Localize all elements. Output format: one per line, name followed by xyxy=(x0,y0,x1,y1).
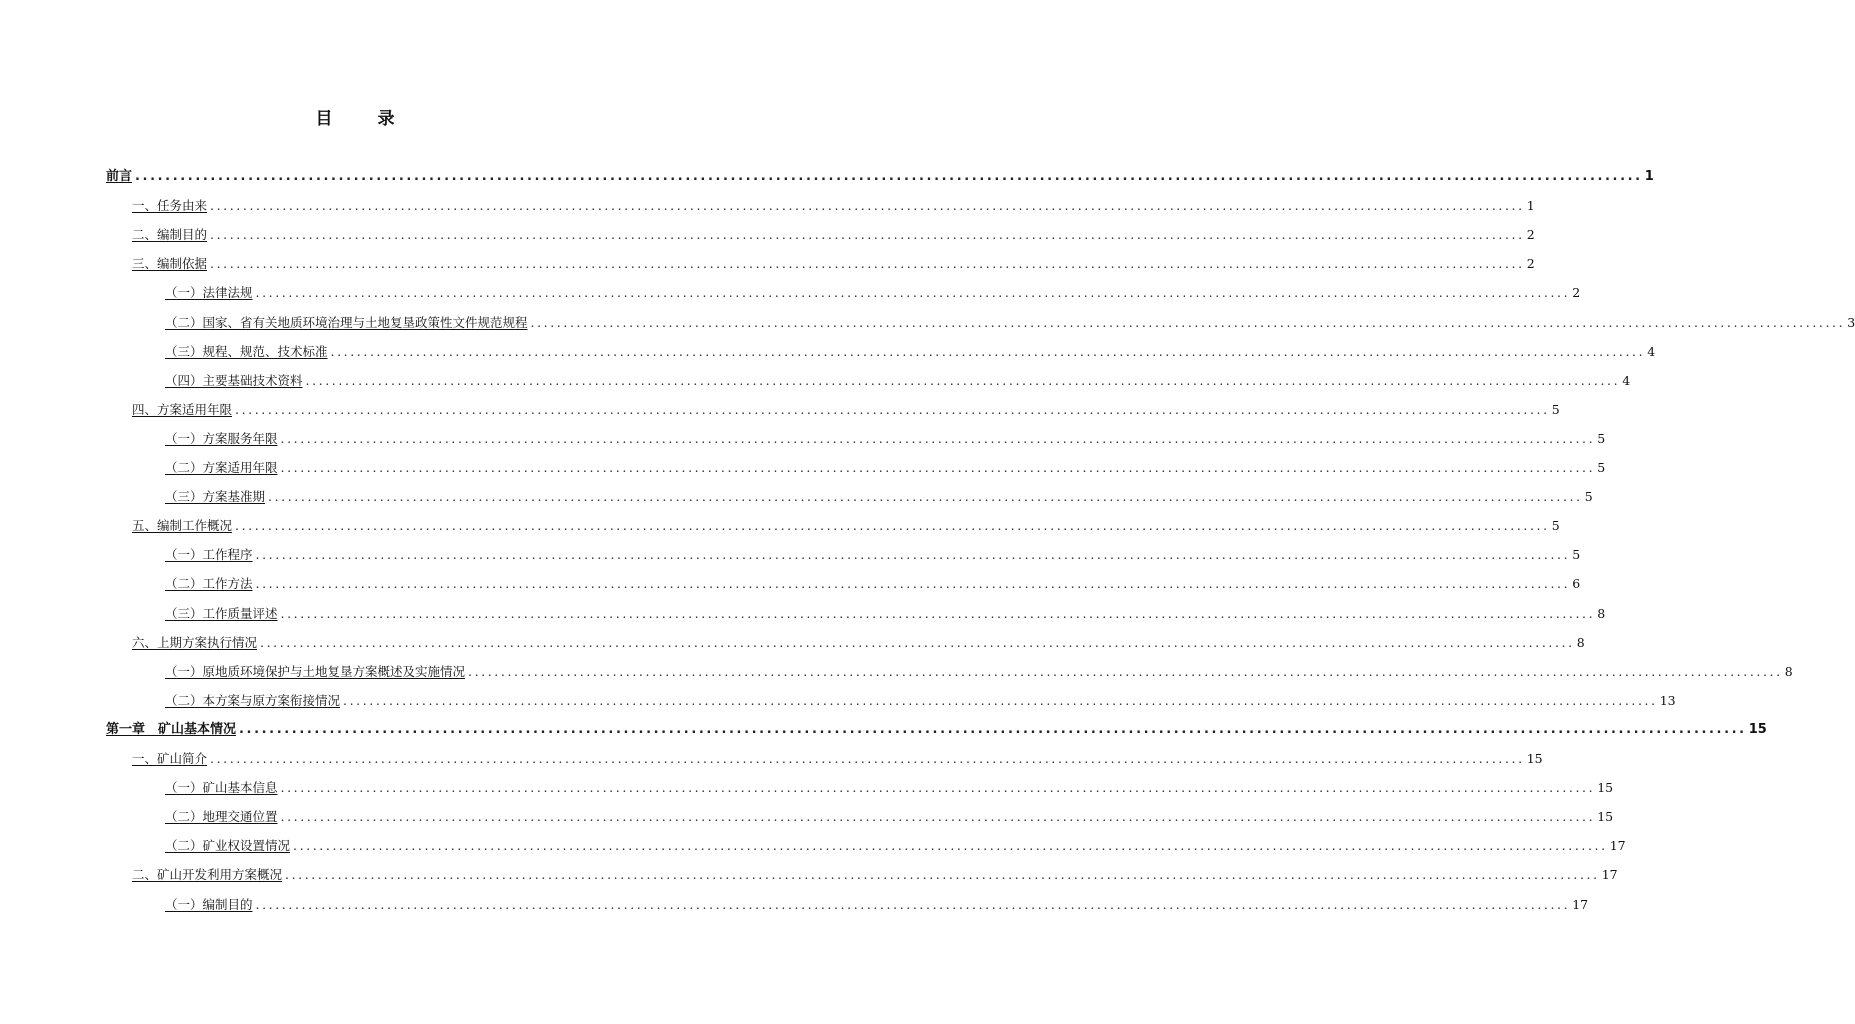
toc-entry-label[interactable]: 一、矿山简介 xyxy=(132,751,208,766)
toc-page-number: 15 xyxy=(1526,751,1543,766)
toc-entry-label[interactable]: （一）方案服务年限 xyxy=(165,430,278,446)
toc-leader-dots: ........................................................................................................................................................................................................ xyxy=(280,430,1596,446)
toc-page-number: 17 xyxy=(1601,867,1618,883)
toc-page-number: 15 xyxy=(1597,780,1614,796)
toc-leader-dots: ........................................................................................................................................................................................................ xyxy=(255,576,1571,592)
toc-entry-label[interactable]: 二、编制目的 xyxy=(132,227,208,243)
toc-entry[interactable] xyxy=(132,252,1535,272)
toc-entry[interactable] xyxy=(165,427,1606,447)
toc-entry[interactable] xyxy=(132,747,1543,767)
toc-page-number: 4 xyxy=(1647,343,1656,359)
toc-entry[interactable] xyxy=(165,369,1631,389)
toc-leader-dots: ........................................................................................................................................................................................................ xyxy=(235,518,1550,534)
toc-leader-dots: ........................................................................................................................................................................................................ xyxy=(280,605,1596,621)
toc-leader-dots: ........................................................................................................................................................................................................ xyxy=(210,751,1525,766)
toc-page-number: 5 xyxy=(1551,401,1560,417)
toc-entry-label[interactable]: （二）地理交通位置 xyxy=(165,809,278,825)
toc-entry-label[interactable]: （四）主要基础技术资料 xyxy=(165,372,303,388)
toc-entry-label[interactable]: （一）工作程序 xyxy=(165,547,253,563)
toc-page-number: 4 xyxy=(1622,372,1631,388)
toc-entry-label[interactable]: （二）方案适用年限 xyxy=(165,460,278,475)
toc-entry-label[interactable]: 三、编制依据 xyxy=(132,256,208,272)
toc-entry-label[interactable]: 二、矿山开发利用方案概况 xyxy=(132,867,283,883)
toc-entry-label[interactable]: （三）方案基准期 xyxy=(165,489,266,505)
toc-page-number: 5 xyxy=(1572,547,1581,563)
toc-page-number: 5 xyxy=(1597,460,1606,475)
toc-leader-dots: ........................................................................................................................................................................................................ xyxy=(305,372,1621,388)
toc-page-number: 6 xyxy=(1572,576,1581,592)
toc-page-number: 5 xyxy=(1551,518,1560,534)
toc-leader-dots: ........................................................................................................................................................................................................ xyxy=(280,460,1596,475)
toc-entry[interactable] xyxy=(132,863,1618,883)
toc-page-number: 13 xyxy=(1659,692,1676,708)
toc-entry-label[interactable]: （三）规程、规范、技术标准 xyxy=(165,343,328,359)
toc-entry-label[interactable]: 四、方案适用年限 xyxy=(132,401,233,417)
toc-entry[interactable] xyxy=(132,631,1585,651)
toc-entry[interactable] xyxy=(165,805,1614,825)
toc-leader-dots: ........................................................................................................................................................................................................ xyxy=(255,547,1571,563)
toc-leader-dots: ........................................................................................................................................................................................................ xyxy=(210,227,1525,243)
toc-leader-dots: ........................................................................................................................................................................................................ xyxy=(135,169,1643,184)
toc-page-number: 1 xyxy=(1644,169,1654,184)
toc-entry[interactable] xyxy=(165,311,1855,331)
toc-page-number: 15 xyxy=(1748,721,1767,737)
toc-entry-label[interactable]: 五、编制工作概况 xyxy=(132,518,233,534)
toc-leader-dots: ........................................................................................................................................................................................................ xyxy=(285,867,1600,883)
toc-entry[interactable] xyxy=(165,572,1581,592)
toc-page-number: 17 xyxy=(1572,896,1589,912)
toc-leader-dots: ........................................................................................................................................................................................................ xyxy=(343,692,1658,708)
toc-leader-dots: ........................................................................................................................................................................................................ xyxy=(280,809,1596,825)
toc-entry-label[interactable]: （一）法律法规 xyxy=(165,285,253,301)
toc-leader-dots: ........................................................................................................................................................................................................ xyxy=(235,401,1550,417)
page-title: 目 录 xyxy=(315,109,409,129)
toc-entry[interactable] xyxy=(132,514,1560,534)
toc-entry[interactable] xyxy=(165,543,1581,563)
toc-leader-dots: ........................................................................................................................................................................................................ xyxy=(255,896,1571,912)
toc-leader-dots: ........................................................................................................................................................................................................ xyxy=(293,838,1608,854)
toc-entry[interactable] xyxy=(165,485,1593,505)
toc-entry-label[interactable]: 前言 xyxy=(106,169,133,184)
toc-entry-label[interactable]: 第一章 矿山基本情况 xyxy=(106,721,237,737)
toc-entry-label[interactable]: （一）矿山基本信息 xyxy=(165,780,278,796)
toc-entry[interactable] xyxy=(165,340,1656,360)
toc-leader-dots: ........................................................................................................................................................................................................ xyxy=(239,721,1747,737)
toc-page-number: 15 xyxy=(1597,809,1614,825)
toc-entry[interactable] xyxy=(165,660,1793,680)
toc-page-number: 3 xyxy=(1847,314,1855,330)
toc-leader-dots: ........................................................................................................................................................................................................ xyxy=(260,634,1575,650)
toc-leader-dots: ........................................................................................................................................................................................................ xyxy=(280,780,1596,796)
toc-entry-label[interactable]: 一、任务由来 xyxy=(132,198,208,214)
toc-entry-label[interactable]: （二）工作方法 xyxy=(165,576,253,592)
toc-entry[interactable] xyxy=(132,194,1535,214)
toc-leader-dots: ........................................................................................................................................................................................................ xyxy=(210,256,1525,272)
toc-entry-label[interactable]: （二）国家、省有关地质环境治理与土地复垦政策性文件规范规程 xyxy=(165,314,528,330)
toc-page-number: 8 xyxy=(1576,634,1585,650)
toc-entry-label[interactable]: （一）编制目的 xyxy=(165,896,253,912)
toc-entry[interactable] xyxy=(132,398,1560,418)
toc-leader-dots: ........................................................................................................................................................................................................ xyxy=(468,663,1783,679)
toc-entry[interactable] xyxy=(106,165,1654,185)
toc-leader-dots: ........................................................................................................................................................................................................ xyxy=(255,285,1571,301)
toc-entry[interactable] xyxy=(106,718,1767,738)
toc-entry[interactable] xyxy=(132,223,1535,243)
toc-entry[interactable] xyxy=(165,689,1676,709)
toc-entry-label[interactable]: （二）矿业权设置情况 xyxy=(165,838,291,854)
toc-page-number: 5 xyxy=(1597,430,1606,446)
toc-entry-label[interactable]: （一）原地质环境保护与土地复垦方案概述及实施情况 xyxy=(165,663,466,679)
toc-leader-dots: ........................................................................................................................................................................................................ xyxy=(530,314,1846,330)
toc-page-number: 2 xyxy=(1526,256,1535,272)
toc-page-number: 1 xyxy=(1526,198,1535,214)
toc-entry-label[interactable]: 六、上期方案执行情况 xyxy=(132,634,258,650)
toc-entry-label[interactable]: （二）本方案与原方案衔接情况 xyxy=(165,692,341,708)
toc-entry-label[interactable]: （三）工作质量评述 xyxy=(165,605,278,621)
toc-entry[interactable] xyxy=(165,776,1614,796)
toc-entry[interactable] xyxy=(165,281,1581,301)
toc-page-number: 5 xyxy=(1584,489,1593,505)
toc-leader-dots: ........................................................................................................................................................................................................ xyxy=(268,489,1583,505)
toc-page-number: 17 xyxy=(1609,838,1626,854)
toc-page-number: 8 xyxy=(1784,663,1793,679)
toc-page-number: 2 xyxy=(1572,285,1581,301)
toc-page-number: 2 xyxy=(1526,227,1535,243)
toc-entry[interactable] xyxy=(165,834,1626,854)
toc-leader-dots: ........................................................................................................................................................................................................ xyxy=(330,343,1646,359)
toc-entry[interactable] xyxy=(165,893,1589,913)
toc-leader-dots: ........................................................................................................................................................................................................ xyxy=(210,198,1525,214)
toc-entry[interactable] xyxy=(165,456,1606,476)
toc-entry[interactable] xyxy=(165,602,1606,622)
toc-page-number: 8 xyxy=(1597,605,1606,621)
